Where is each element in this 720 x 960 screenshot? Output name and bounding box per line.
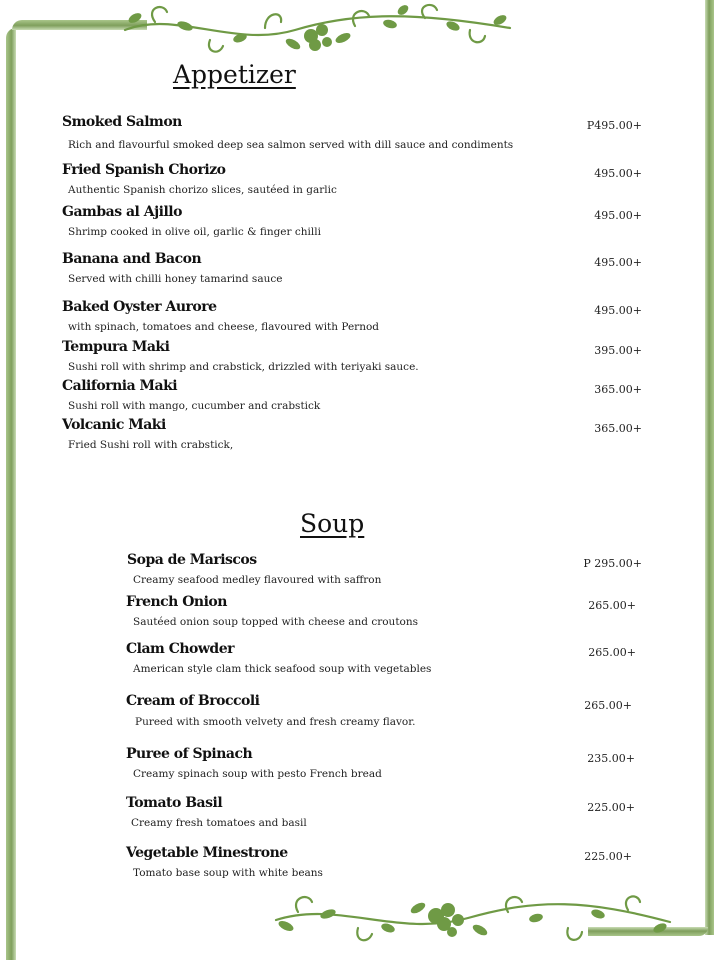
- item-description: American style clam thick seafood soup with vegetables: [133, 663, 432, 675]
- item-price: 265.00+: [588, 646, 636, 659]
- item-name: Volcanic Maki: [62, 417, 166, 433]
- item-price: 495.00+: [594, 209, 642, 222]
- item-name: Puree of Spinach: [126, 746, 253, 762]
- item-price: P 295.00+: [583, 557, 642, 570]
- item-description: Authentic Spanish chorizo slices, sautéed in garlic: [68, 184, 337, 196]
- item-name: Banana and Bacon: [62, 251, 202, 267]
- section-title-soup: Soup: [300, 509, 365, 538]
- item-price: 495.00+: [594, 256, 642, 269]
- item-description: Rich and flavourful smoked deep sea salmon served with dill sauce and condiments: [68, 139, 514, 151]
- item-price: 365.00+: [594, 383, 642, 396]
- item-description: Tomato base soup with white beans: [133, 867, 323, 879]
- item-description: with spinach, tomatoes and cheese, flavoured with Pernod: [68, 321, 380, 333]
- item-price: 495.00+: [594, 167, 642, 180]
- item-description: Creamy fresh tomatoes and basil: [131, 817, 307, 829]
- item-price: 235.00+: [587, 752, 635, 765]
- section-title-appetizer: Appetizer: [173, 60, 296, 89]
- item-description: Creamy seafood medley flavoured with saffron: [133, 574, 382, 586]
- item-description: Served with chilli honey tamarind sauce: [68, 273, 283, 285]
- item-price: 495.00+: [594, 304, 642, 317]
- item-name: Smoked Salmon: [62, 114, 182, 130]
- item-name: French Onion: [126, 594, 227, 610]
- vine-ornament-icon: [115, 0, 520, 62]
- item-description: Pureed with smooth velvety and fresh creamy flavor.: [135, 716, 416, 728]
- item-description: Sautéed onion soup topped with cheese and croutons: [133, 616, 419, 628]
- item-name: Fried Spanish Chorizo: [62, 162, 226, 178]
- item-name: Vegetable Minestrone: [126, 845, 288, 861]
- item-name: Baked Oyster Aurore: [62, 299, 217, 315]
- item-name: Tempura Maki: [62, 339, 170, 355]
- item-price: 265.00+: [584, 699, 632, 712]
- item-name: California Maki: [62, 378, 178, 394]
- item-name: Clam Chowder: [126, 641, 235, 657]
- item-name: Tomato Basil: [126, 795, 223, 811]
- item-name: Cream of Broccoli: [126, 693, 260, 709]
- item-price: 395.00+: [594, 344, 642, 357]
- frame-border-left: [6, 28, 16, 960]
- item-description: Sushi roll with shrimp and crabstick, drizzled with teriyaki sauce.: [68, 361, 419, 373]
- item-price: P495.00+: [586, 119, 642, 132]
- item-name: Sopa de Mariscos: [127, 552, 257, 568]
- item-description: Creamy spinach soup with pesto French bread: [133, 768, 382, 780]
- item-description: Shrimp cooked in olive oil, garlic & finger chilli: [68, 226, 321, 238]
- item-price: 265.00+: [588, 599, 636, 612]
- item-description: Sushi roll with mango, cucumber and crabstick: [68, 400, 321, 412]
- vine-ornament-icon: [268, 888, 678, 948]
- item-description: Fried Sushi roll with crabstick,: [68, 439, 234, 451]
- item-price: 365.00+: [594, 422, 642, 435]
- item-price: 225.00+: [584, 850, 632, 863]
- item-price: 225.00+: [587, 801, 635, 814]
- frame-border-right: [705, 0, 714, 935]
- item-name: Gambas al Ajillo: [62, 204, 182, 220]
